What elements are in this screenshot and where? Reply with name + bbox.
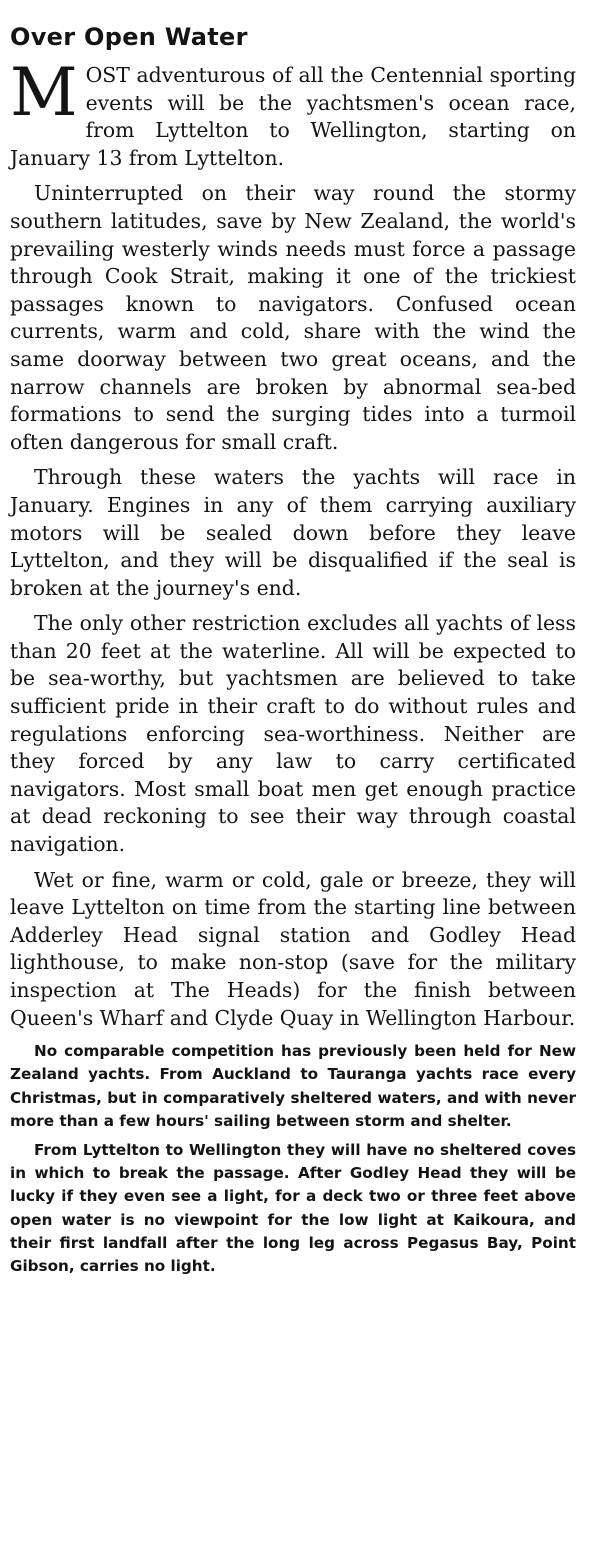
small-paragraph: From Lyttelton to Wellington they will have no sheltered coves in which to break the passage. After Godley Head they will be lucky if they even see a light, for a deck two or three feet above open water is no viewpoint for the low light at Kaikoura, and their first landfall after the long leg across Pegasus Bay, Point Gibson, carries no light.	[10, 1141, 576, 1276]
small-paragraph: No comparable competition has previously been held for New Zealand yachts. From Auckland to Tauranga yachts race every Christmas, but in comparatively sheltered waters, and with never more than a few hours' sailing between storm and shelter.	[10, 1042, 576, 1130]
body-paragraph: Uninterrupted on their way round the stormy southern latitudes, save by New Zealand, the world's prevailing westerly winds needs must force a passage through Cook Strait, making it one of the trickiest passages known to navigators. Confused ocean currents, warm and cold, share with the wind the same doorway between two great oceans, and the narrow channels are broken by abnormal sea-bed formations to send the surging tides into a turmoil often dangerous for small craft.	[10, 181, 576, 454]
lead-paragraph-text: OST adventurous of all the Centennial sporting events will be the yachtsmen's ocean race, from Lyttelton to Wellington, starting on January 13 from Lyttelton.	[10, 63, 576, 170]
drop-cap: M	[10, 54, 78, 131]
article	[10, 22, 576, 1284]
body-paragraph: Through these waters the yachts will race in January. Engines in any of them carrying auxiliary motors will be sealed down before they leave Lyttelton, and they will be disqualified if the seal is broken at the journey's end.	[10, 465, 576, 600]
article-headline: Over Open Water	[10, 23, 248, 51]
body-paragraph: Wet or fine, warm or cold, gale or breeze, they will leave Lyttelton on time from the starting line between Adderley Head signal station and Godley Head lighthouse, to make non-stop (save for the military inspection at The Heads) for the finish between Queen's Wharf and Clyde Quay in Wellington Harbour.	[10, 867, 576, 1030]
lead-paragraph	[10, 54, 576, 172]
body-paragraph: The only other restriction excludes all yachts of less than 20 feet at the waterline. All will be expected to be sea-worthy, but yachtsmen are believed to take sufficient pride in their craft to do without rules and regulations enforcing sea-worthiness. Neither are they forced by any law to carry certificated navigators. Most small boat men get enough practice at dead reckoning to see their way through coastal navigation.	[10, 611, 576, 857]
